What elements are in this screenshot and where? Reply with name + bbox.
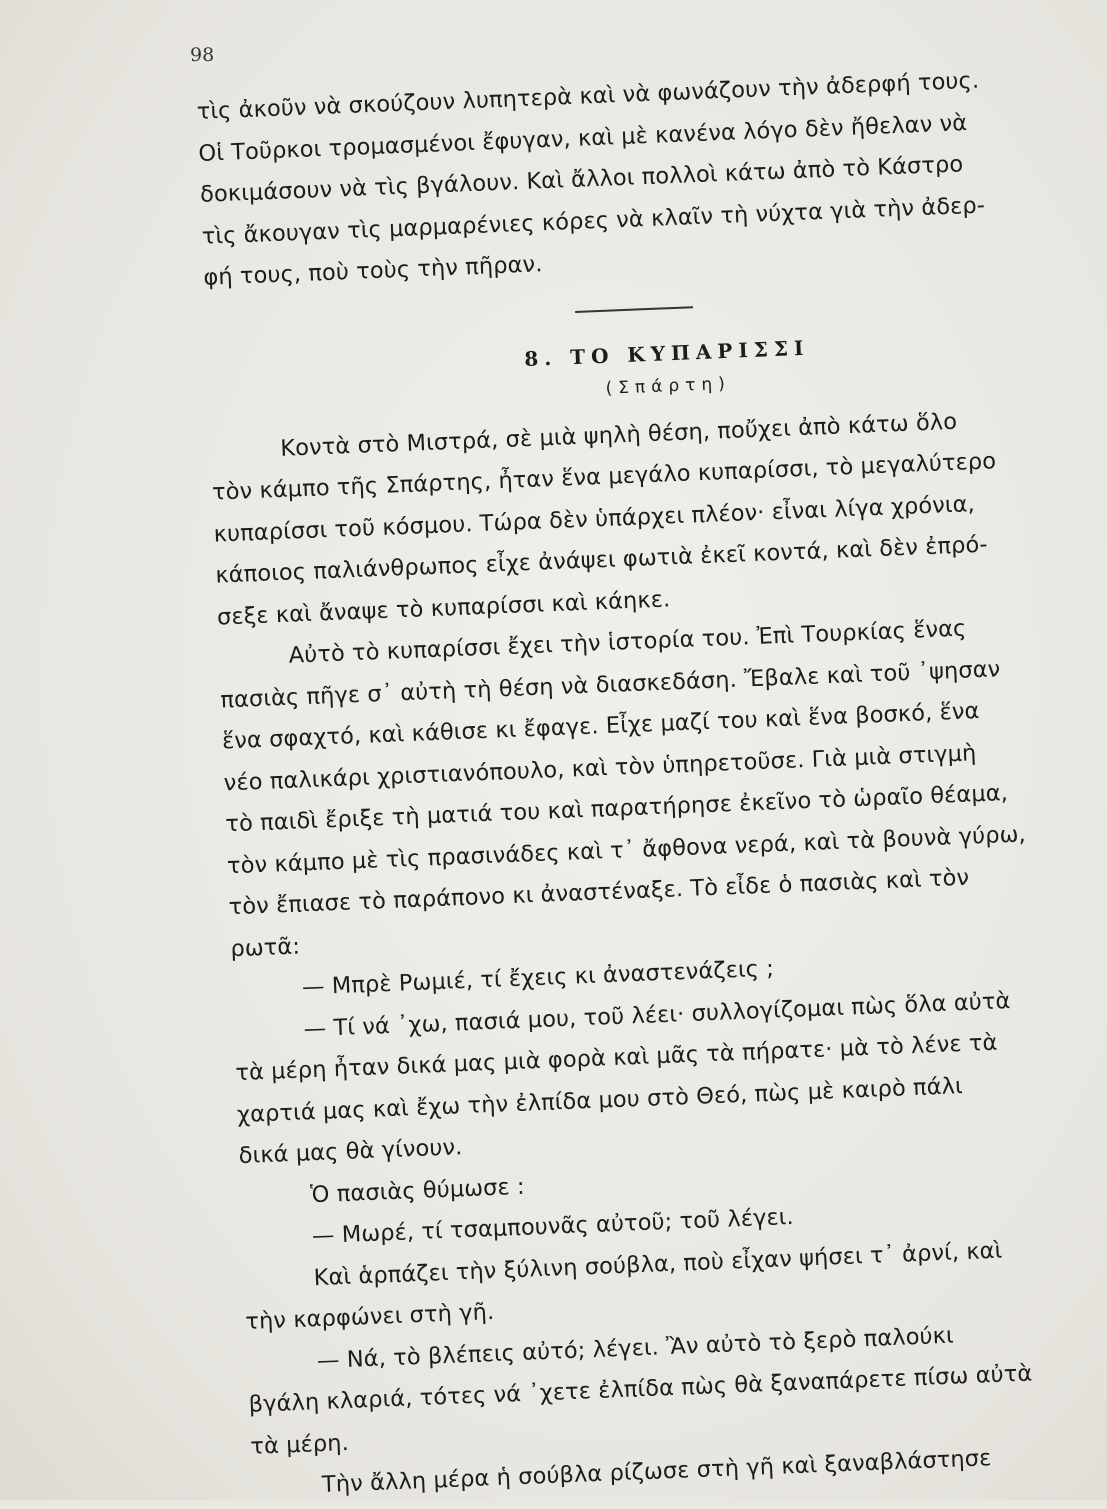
story-line: τὸν ἔπιασε τὸ παράπονο κι ἀναστέναξε. Τὸ εἶδε ὁ πασιὰς καὶ τὸν <box>228 864 970 921</box>
story-line: τὰ μέρη ἦταν δικά μας μιὰ φορὰ καὶ μᾶς τὰ πήρατε· μὰ τὸ λένε τὰ <box>234 1029 998 1087</box>
story-line: βγάλη κλαριά, τότες νά ᾿χετε ἐλπίδα πὼς θὰ ξαναπάρετε πίσω αὐτὰ <box>248 1360 1033 1418</box>
intro-line: τὶς ἀκοῦν νὰ σκούζουν λυπητερὰ καὶ νὰ φωνάζουν τὴν ἀδερφή τους. <box>196 67 980 125</box>
story-line: δικά μας θὰ γίνουν. <box>238 1134 463 1170</box>
story-line: χαρτιά μας καὶ ἔχω τὴν ἐλπίδα μου στὸ Θεό, πὼς μὲ καιρὸ πάλι <box>236 1072 964 1128</box>
story-line: νέο παλικάρι χριστιανόπουλο, καὶ τὸν ὑπηρετοῦσε. Γιὰ μιὰ στιγμὴ <box>223 739 977 796</box>
story-line: Τὴν ἄλλη μέρα ἡ σούβλα ρίζωσε στὴ γῆ καὶ ξαναβλάστησε <box>321 1445 992 1499</box>
story-line: πασιὰς πῆγε σ᾿ αὐτὴ τὴ θέση νὰ διασκεδάση. Ἔβαλε καὶ τοῦ ᾿ψησαν <box>219 655 1001 713</box>
page-number: 98 <box>190 44 215 66</box>
story-line: Αὐτὸ τὸ κυπαρίσσι ἔχει τὴν ἱστορία του. Ἐπὶ Τουρκίας ἕνας <box>288 615 967 669</box>
story-line: κυπαρίσσι τοῦ κόσμου. Τώρα δὲν ὑπάρχει πλέον· εἶναι λίγα χρόνια, <box>213 490 976 548</box>
intro-line: δοκιμάσουν νὰ τὶς βγάλουν. Καὶ ἄλλοι πολλοὶ κάτω ἀπὸ τὸ Κάστρο <box>199 151 964 208</box>
story-line: τὸν κάμπο τῆς Σπάρτης, ἦταν ἕνα μεγάλο κυπαρίσσι, τὸ μεγαλύτερο <box>211 448 997 506</box>
story-line: κάποιος παλιάνθρωπος εἶχε ἀνάψει φωτιὰ ἐκεῖ κοντά, καὶ δὲν ἐπρό- <box>214 531 989 589</box>
story-line: — Μπρὲ Ρωμιέ, τί ἔχεις κι ἀναστενάζεις ; <box>301 955 775 1001</box>
story-line: ἕνα σφαχτό, καὶ κάθισε κι ἔφαγε. Εἶχε μαζί του καὶ ἕνα βοσκό, ἕνα <box>221 698 980 755</box>
story-line: τὴν καρφώνει στὴ γῆ. <box>244 1299 495 1335</box>
intro-line: φή τους, ποὺ τοὺς τὴν πῆραν. <box>202 251 543 291</box>
story-line: Καὶ ἁρπάζει τὴν ξύλινη σούβλα, ποὺ εἶχαν ψήσει τ᾿ ἀρνί, καὶ <box>313 1237 1003 1291</box>
section-title: 8. ΤΟ ΚΥΠΑΡΙΣΣΙ <box>523 335 810 371</box>
section-subtitle: (Σπάρτη) <box>605 373 732 399</box>
story-line: τὸν κάμπο μὲ τὶς πρασινάδες καὶ τ᾿ ἄφθονα νερά, καὶ τὰ βουνὰ γύρω, <box>226 820 1027 879</box>
story-line: — Νά, τὸ βλέπεις αὐτό; λέγει. Ἂν αὐτὸ τὸ ξερὸ παλούκι <box>316 1322 955 1374</box>
intro-line: Οἱ Τοῦρκοι τρομασμένοι ἔφυγαν, καὶ μὲ κανένα λόγο δὲν ἤθελαν νὰ <box>197 109 968 167</box>
divider-rule <box>575 306 693 313</box>
story-line: τὰ μέρη. <box>249 1429 350 1460</box>
story-line: Ὁ πασιὰς θύμωσε : <box>309 1173 526 1208</box>
story-line: σεξε καὶ ἄναψε τὸ κυπαρίσσι καὶ κάηκε. <box>216 585 671 631</box>
intro-line: τὶς ἄκουγαν τὶς μαρμαρένιες κόρες νὰ κλαῖν τὴ νύχτα γιὰ τὴν ἀδερ- <box>201 191 986 250</box>
text-block <box>196 57 1107 1509</box>
story-line: — Τί νά ᾿χω, πασιά μου, τοῦ λέει· συλλογίζομαι πὼς ὅλα αὐτὰ <box>303 987 1011 1042</box>
story-line: Κοντὰ στὸ Μιστρά, σὲ μιὰ ψηλὴ θέση, ποὔχει ἀπὸ κάτω ὅλο <box>279 408 958 462</box>
story-line: — Μωρέ, τί τσαμπουνᾶς αὐτοῦ; τοῦ λέγει. <box>311 1203 795 1250</box>
story-body <box>210 396 1107 1509</box>
story-line: ρωτᾶ: <box>229 933 301 962</box>
story-line: τὸ παιδὶ ἔριξε τὴ ματιά του καὶ παρατήρησε ἐκεῖνο τὸ ὡραῖο θέαμα, <box>224 779 1009 838</box>
